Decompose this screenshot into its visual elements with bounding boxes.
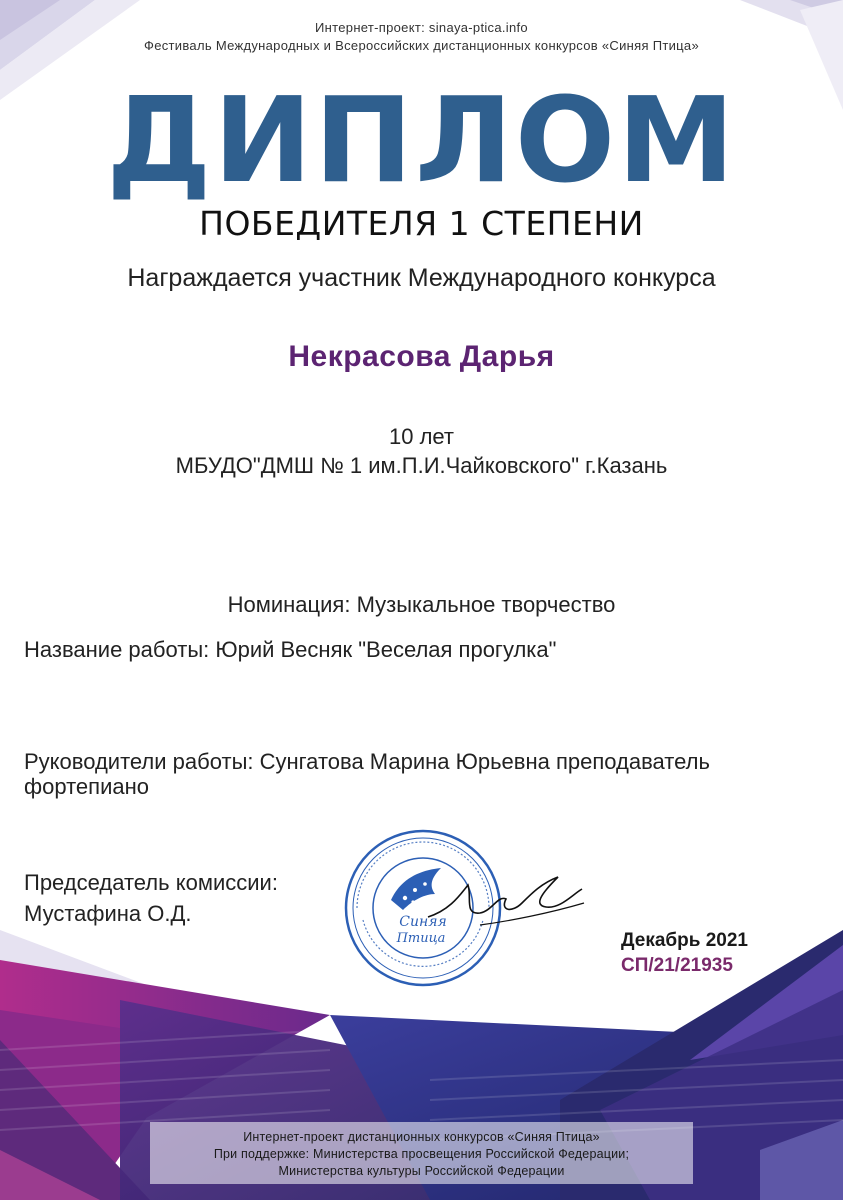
header-festival-line: Фестиваль Международных и Всероссийских дистанционных конкурсов «Синяя Птица» — [144, 38, 699, 53]
footer-line-2: При поддержке: Министерства просвещения Российской Федерации; — [213, 1147, 630, 1161]
footer-line-3: Министерства культуры Российской Федерации — [278, 1164, 565, 1178]
chair-name: Мустафина О.Д. — [24, 901, 192, 926]
diploma-degree: ПОБЕДИТЕЛЯ 1 СТЕПЕНИ — [199, 204, 644, 243]
diploma-title: ДИПЛОМ — [106, 71, 737, 209]
footer-line-1: Интернет-проект дистанционных конкурсов «Синяя Птица» — [243, 1130, 600, 1144]
participant-name: Некрасова Дарья — [288, 340, 555, 373]
stamp-text-2: Птица — [396, 931, 446, 946]
awarded-line: Награждается участник Международного конкурса — [127, 264, 716, 292]
header-project-line: Интернет-проект: sinaya-ptica.info — [315, 20, 528, 35]
nomination: Номинация: Музыкальное творчество — [227, 592, 616, 617]
work-title: Название работы: Юрий Весняк "Веселая прогулка" — [24, 637, 557, 662]
signature — [420, 855, 590, 940]
leaders-line-2: фортепиано — [24, 774, 149, 799]
participant-school: МБУДО"ДМШ № 1 им.П.И.Чайковского" г.Казань — [175, 453, 668, 478]
registration-number: СП/21/21935 — [621, 955, 733, 976]
diploma-date: Декабрь 2021 — [621, 930, 748, 951]
participant-age: 10 лет — [388, 424, 454, 449]
chair-label: Председатель комиссии: — [24, 870, 278, 895]
stamp-text-1: Синяя — [399, 914, 447, 930]
leaders-line-1: Руководители работы: Сунгатова Марина Юрьевна преподаватель — [24, 749, 710, 774]
